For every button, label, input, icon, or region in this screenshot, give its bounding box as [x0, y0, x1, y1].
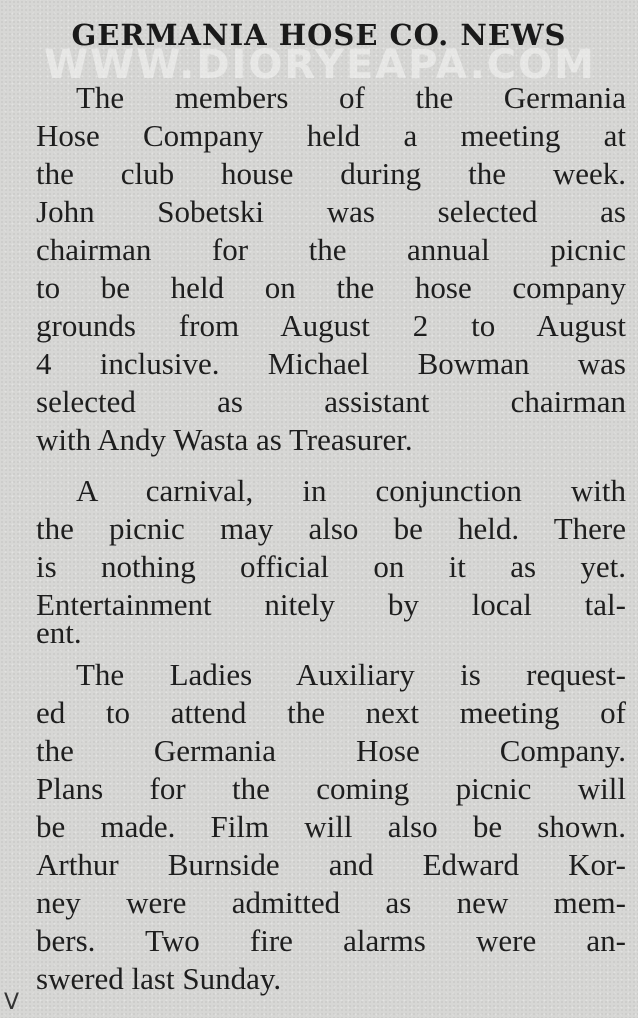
article-line: to be held on the hose company: [36, 270, 626, 305]
article-line: bers. Two fire alarms were an-: [36, 923, 626, 958]
article-line: Hose Company held a meeting at: [36, 118, 626, 153]
article-line: be made. Film will also be shown.: [36, 809, 626, 844]
article-line: swered last Sunday.: [36, 961, 282, 996]
article-line: selected as assistant chairman: [36, 384, 626, 419]
headline: GERMANIA HOSE CO. NEWS: [71, 18, 567, 52]
article-line: 4 inclusive. Michael Bowman was: [36, 346, 626, 381]
article-line: the club house during the week.: [36, 156, 626, 191]
article-line: the Germania Hose Company.: [36, 733, 626, 768]
article-line: The Ladies Auxiliary is request-: [76, 657, 626, 692]
article-line: ed to attend the next meeting of: [36, 695, 626, 730]
article-line: ent.: [36, 615, 82, 650]
article-line: Plans for the coming picnic will: [36, 771, 626, 806]
article-line: grounds from August 2 to August: [36, 308, 626, 343]
article-line: Entertainment nitely by local tal-: [36, 587, 626, 622]
article-line: A carnival, in conjunction with: [76, 473, 626, 508]
article-line: ney were admitted as new mem-: [36, 885, 626, 920]
article-line: the picnic may also be held. There: [36, 511, 626, 546]
edge-mark: V: [4, 990, 20, 1015]
article-line: The members of the Germania: [76, 80, 626, 115]
article-line: is nothing official on it as yet.: [36, 549, 626, 584]
article-line: John Sobetski was selected as: [36, 194, 626, 229]
article-line: Arthur Burnside and Edward Kor-: [36, 847, 626, 882]
article-line: chairman for the annual picnic: [36, 232, 626, 267]
article-line: with Andy Wasta as Treasurer.: [36, 422, 413, 457]
watermark: WWW.DIORYEAPA.COM: [44, 42, 596, 88]
